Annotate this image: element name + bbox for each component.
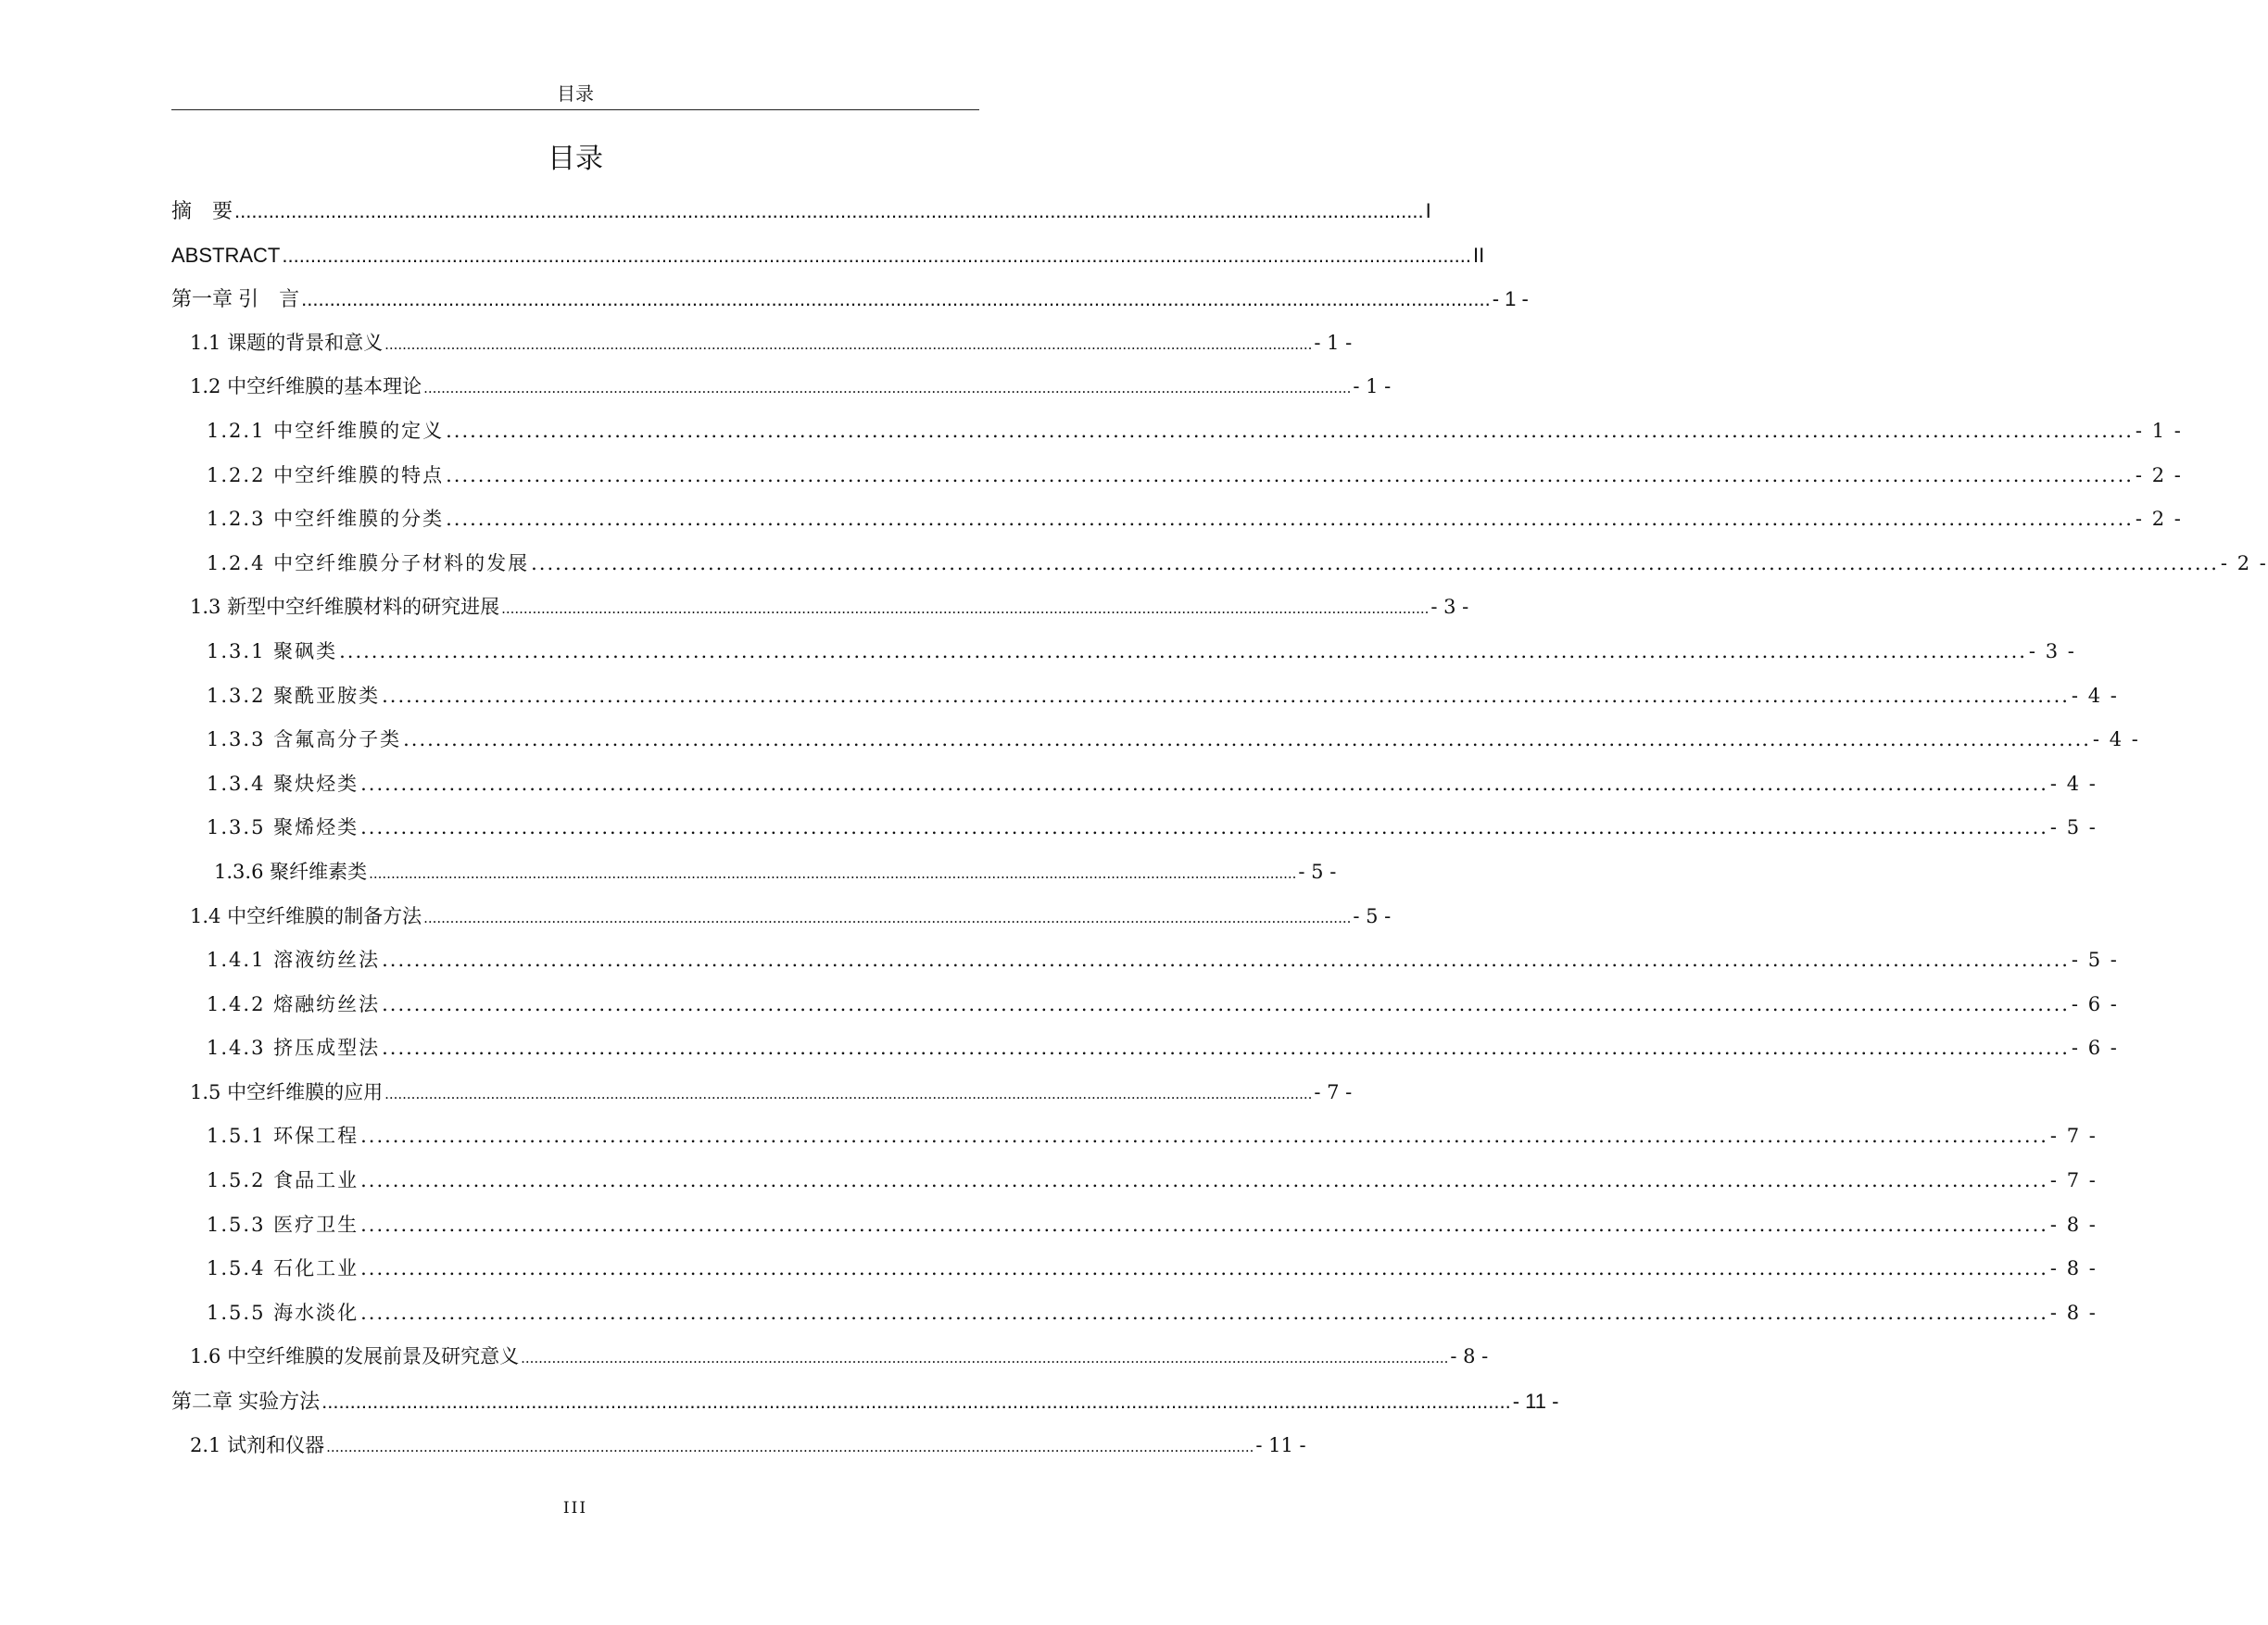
toc-dot-leader: .................................................................................................................................................................................................................. bbox=[234, 199, 1424, 222]
toc-dot-leader: .................................................................................................................................................................................................................. bbox=[501, 600, 1430, 618]
toc-dot-leader: .................................................................................................................................................................................................................. bbox=[384, 1085, 1313, 1102]
toc-entry-label: 1.1 课题的背景和意义 bbox=[190, 331, 384, 354]
toc-dot-leader: .................................................................................................................................................................................................................. bbox=[326, 1438, 1254, 1455]
toc-dot-leader: .................................................................................................................................................................................................................. bbox=[423, 380, 1352, 397]
toc-entry-label: 1.5 中空纤维膜的应用 bbox=[190, 1080, 384, 1103]
toc-entry[interactable] bbox=[171, 1159, 2098, 1203]
toc-entry[interactable] bbox=[171, 542, 2268, 586]
toc-entry-label: 1.3.3 含氟高分子类 bbox=[207, 728, 402, 751]
toc-entry-label: 1.5.4 石化工业 bbox=[207, 1257, 359, 1280]
toc-dot-leader: .................................................................................................................................................................................................................. bbox=[382, 684, 2070, 707]
toc-entry[interactable] bbox=[171, 1027, 2119, 1071]
toc-entry-page: - 7 - bbox=[2049, 1125, 2098, 1148]
toc-entry-label: 1.5.5 海水淡化 bbox=[207, 1301, 359, 1324]
toc-entry-label: 1.5.2 食品工业 bbox=[207, 1169, 359, 1192]
toc-entry[interactable] bbox=[171, 1203, 2098, 1248]
toc-entry-page: - 2 - bbox=[2220, 551, 2268, 574]
toc-entry[interactable] bbox=[171, 409, 2183, 454]
toc-entry[interactable] bbox=[171, 762, 2098, 807]
toc-entry-label: 1.3.6 聚纤维素类 bbox=[214, 860, 368, 883]
toc-entry-page: - 7 - bbox=[2049, 1169, 2098, 1192]
toc-entry-label: 1.2.2 中空纤维膜的特点 bbox=[207, 463, 445, 486]
toc-entry[interactable] bbox=[171, 586, 1469, 630]
toc-entry[interactable] bbox=[171, 806, 2098, 850]
toc-entry-page: - 11 - bbox=[1255, 1433, 1306, 1456]
toc-entry-label: 1.2.4 中空纤维膜分子材料的发展 bbox=[207, 551, 530, 574]
toc-entry[interactable] bbox=[171, 1071, 1353, 1115]
toc-entry-label: 1.3 新型中空纤维膜材料的研究进展 bbox=[190, 596, 500, 619]
toc-entry[interactable] bbox=[171, 454, 2183, 498]
toc-entry-label: 1.2.3 中空纤维膜的分类 bbox=[207, 508, 445, 531]
toc-dot-leader: .................................................................................................................................................................................................................. bbox=[301, 287, 1491, 311]
toc-entry-page: - 8 - bbox=[2049, 1301, 2098, 1324]
toc-entry-label: 1.2.1 中空纤维膜的定义 bbox=[207, 419, 445, 442]
toc-entry[interactable] bbox=[171, 630, 2076, 674]
toc-entry-page: - 11 - bbox=[1512, 1390, 1559, 1414]
toc-entry-label: 1.3.2 聚酰亚胺类 bbox=[207, 684, 381, 707]
toc-entry[interactable] bbox=[171, 1247, 2098, 1291]
toc-entry-label: 2.1 试剂和仪器 bbox=[190, 1433, 325, 1456]
toc-entry[interactable] bbox=[171, 718, 2140, 762]
toc-entry[interactable] bbox=[171, 1335, 1489, 1379]
page-number: III bbox=[562, 1499, 588, 1518]
toc-entry-label: 第二章 实验方法 bbox=[171, 1390, 321, 1414]
toc-dot-leader: .................................................................................................................................................................................................................. bbox=[531, 551, 2219, 574]
toc-dot-leader: .................................................................................................................................................................................................................. bbox=[384, 335, 1313, 353]
toc-entry-page: - 6 - bbox=[2071, 1037, 2119, 1060]
toc-entry[interactable] bbox=[171, 1424, 1306, 1468]
toc-entry-label: 1.3.5 聚烯烃类 bbox=[207, 816, 359, 839]
toc-entry-label: 1.2 中空纤维膜的基本理论 bbox=[190, 375, 422, 398]
toc-entry-page: - 1 - bbox=[1353, 375, 1392, 398]
toc-dot-leader: .................................................................................................................................................................................................................. bbox=[423, 909, 1352, 926]
toc-entry-page: - 2 - bbox=[2135, 508, 2183, 531]
toc-entry-label: 1.3.1 聚砜类 bbox=[207, 639, 338, 662]
toc-entry-page: - 5 - bbox=[2049, 816, 2098, 839]
toc-entry-page: - 5 - bbox=[1298, 860, 1337, 883]
toc-dot-leader: .................................................................................................................................................................................................................. bbox=[382, 1037, 2070, 1060]
toc-entry-label: 1.4.3 挤压成型法 bbox=[207, 1037, 381, 1060]
toc-dot-leader: .................................................................................................................................................................................................................. bbox=[446, 463, 2134, 486]
toc-entry-label: 1.4 中空纤维膜的制备方法 bbox=[190, 904, 422, 927]
toc-dot-leader: .................................................................................................................................................................................................................. bbox=[339, 639, 2027, 662]
toc-entry[interactable] bbox=[171, 674, 2119, 719]
toc-entry-label: 1.4.2 熔融纺丝法 bbox=[207, 992, 381, 1015]
toc-entry-page: - 4 - bbox=[2092, 728, 2140, 751]
toc-entry-page: - 1 - bbox=[2135, 419, 2183, 442]
toc-dot-leader: .................................................................................................................................................................................................................. bbox=[446, 508, 2134, 531]
toc-entry-label: 1.6 中空纤维膜的发展前景及研究意义 bbox=[190, 1345, 520, 1368]
toc-entry-page: - 3 - bbox=[2028, 639, 2076, 662]
toc-dot-leader: .................................................................................................................................................................................................................. bbox=[369, 864, 1297, 882]
running-header: 目录 bbox=[557, 82, 594, 105]
toc-entry-label: ABSTRACT bbox=[171, 243, 281, 267]
toc-entry[interactable] bbox=[171, 1291, 2098, 1336]
toc-entry-page: II bbox=[1472, 243, 1485, 267]
toc-entry[interactable] bbox=[171, 365, 1392, 409]
toc-dot-leader: .................................................................................................................................................................................................................. bbox=[360, 772, 2048, 795]
toc-entry-label: 1.3.4 聚炔烃类 bbox=[207, 772, 359, 795]
toc-entry-page: - 1 - bbox=[1492, 287, 1529, 311]
toc-entry-page: - 4 - bbox=[2049, 772, 2098, 795]
toc-dot-leader: .................................................................................................................................................................................................................. bbox=[360, 1301, 2048, 1324]
toc-entry[interactable] bbox=[171, 277, 1529, 321]
toc-dot-leader: .................................................................................................................................................................................................................. bbox=[446, 419, 2134, 442]
toc-dot-leader: .................................................................................................................................................................................................................. bbox=[360, 1213, 2048, 1236]
toc-entry-page: - 8 - bbox=[2049, 1257, 2098, 1280]
toc-entry[interactable] bbox=[171, 938, 2119, 983]
toc-dot-leader: .................................................................................................................................................................................................................. bbox=[521, 1350, 1449, 1367]
toc-entry-page: - 6 - bbox=[2071, 992, 2119, 1015]
toc-entry-page: I bbox=[1425, 199, 1431, 222]
toc-dot-leader: .................................................................................................................................................................................................................. bbox=[382, 992, 2070, 1015]
toc-entry-page: - 4 - bbox=[2071, 684, 2119, 707]
toc-dot-leader: .................................................................................................................................................................................................................. bbox=[360, 1125, 2048, 1148]
toc-dot-leader: .................................................................................................................................................................................................................. bbox=[360, 1257, 2048, 1280]
toc-entry[interactable] bbox=[171, 895, 1392, 939]
toc-entry-label: 1.5.1 环保工程 bbox=[207, 1125, 359, 1148]
toc-entry-page: - 2 - bbox=[2135, 463, 2183, 486]
toc-entry-label: 1.5.3 医疗卫生 bbox=[207, 1213, 359, 1236]
toc-dot-leader: .................................................................................................................................................................................................................. bbox=[321, 1390, 1511, 1414]
toc-dot-leader: .................................................................................................................................................................................................................. bbox=[360, 816, 2048, 839]
toc-entry[interactable] bbox=[171, 321, 1353, 366]
toc-dot-leader: .................................................................................................................................................................................................................. bbox=[382, 949, 2070, 972]
page-title: 目录 bbox=[548, 143, 603, 175]
toc-entry[interactable] bbox=[171, 189, 1431, 233]
table-of-contents bbox=[171, 189, 2268, 1468]
toc-entry-label: 第一章 引 言 bbox=[171, 287, 300, 311]
toc-entry-label: 摘 要 bbox=[171, 199, 233, 222]
toc-dot-leader: .................................................................................................................................................................................................................. bbox=[360, 1169, 2048, 1192]
toc-dot-leader: .................................................................................................................................................................................................................. bbox=[282, 243, 1471, 267]
toc-entry[interactable] bbox=[171, 233, 1485, 278]
toc-entry[interactable] bbox=[171, 1115, 2098, 1159]
toc-entry-page: - 5 - bbox=[1353, 904, 1392, 927]
toc-entry-page: - 5 - bbox=[2071, 949, 2119, 972]
toc-entry-page: - 8 - bbox=[1450, 1345, 1489, 1368]
toc-entry-page: - 8 - bbox=[2049, 1213, 2098, 1236]
toc-entry[interactable] bbox=[171, 1379, 1559, 1424]
toc-entry-page: - 3 - bbox=[1430, 596, 1469, 619]
toc-entry[interactable] bbox=[171, 850, 1337, 895]
toc-entry[interactable] bbox=[171, 498, 2183, 542]
toc-dot-leader: .................................................................................................................................................................................................................. bbox=[403, 728, 2091, 751]
toc-entry-label: 1.4.1 溶液纺丝法 bbox=[207, 949, 381, 972]
toc-entry-page: - 1 - bbox=[1314, 331, 1353, 354]
header-rule bbox=[171, 109, 979, 110]
toc-entry[interactable] bbox=[171, 983, 2119, 1027]
toc-entry-page: - 7 - bbox=[1314, 1080, 1353, 1103]
